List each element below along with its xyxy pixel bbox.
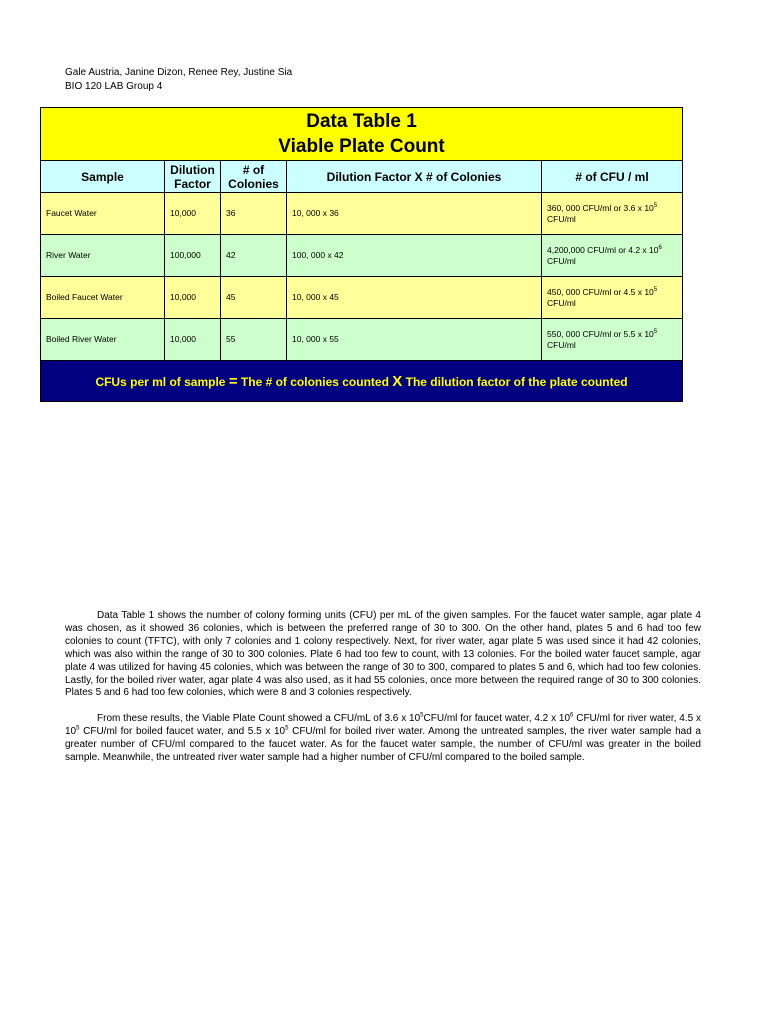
course-group: BIO 120 LAB Group 4 — [65, 80, 163, 92]
table-header-row — [41, 161, 683, 193]
table-row — [41, 193, 683, 235]
cell-cfu: 360, 000 CFU/ml or 3.6 x $10^5$ CFU/ml — [542, 193, 683, 235]
cell-sample: Faucet Water — [41, 193, 165, 235]
cell-cfu: 450, 000 CFU/ml or 4.5 x $10^5$ CFU/ml — [542, 277, 683, 319]
authors: Gale Austria, Janine Dizon, Renee Rey, Justine Sia — [65, 67, 293, 78]
cell-calc: 10, 000 x 55 — [287, 319, 542, 361]
cell-dilution: 100,000 — [165, 235, 221, 277]
cell-cfu: 550, 000 CFU/ml or 5.5 x $10^5$ CFU/ml — [542, 319, 683, 361]
col-header-dilution-line1: Dilution — [170, 162, 215, 177]
cell-calc: 100, 000 x 42 — [287, 235, 542, 277]
col-header-dilution-line2: Factor — [174, 176, 211, 191]
document-header — [65, 66, 292, 93]
cell-calc: 10, 000 x 36 — [287, 193, 542, 235]
cell-cfu: 4,200,000 CFU/ml or 4.2 x $10^6$ CFU/ml — [542, 235, 683, 277]
col-header-colonies-line1: # of — [242, 162, 265, 177]
cell-colonies: 42 — [221, 235, 287, 277]
paragraph-1: Data Table 1 shows the number of colony forming units (CFU) per mL of the given samples. For the faucet water sample, agar plate 4 was chosen, as it showed 36 colonies, which is between the preferred range of 30 to 300. On the other hand, plates 5 and 6 had too few colonies to count (TFTC), with only 7 colonies and 1 colony respectively. Next, for river water, agar plate 5 was used since it had 42 colonies, which was also within the range of 30 to 300 colonies. Plate 6 had too few to count, with 13 colonies. For the boiled water faucet sample, agar plate 4 was utilized for having 45 colonies, which was between the range of 30 to 300, compared to plates 5 and 6, which had too few colonies. Lastly, for the boiled river water, agar plate 4 was also used, as it had 55 colonies, once more between the required range of 30 to 300 colonies. Plates 5 and 6 had too few colonies, which were 8 and 3 colonies respectively. — [65, 610, 701, 699]
col-header-colonies — [221, 161, 287, 193]
table-row — [41, 277, 683, 319]
table-formula-footer: CFUs per ml of sample = The # of colonies counted X The dilution factor of the plate counted — [41, 361, 683, 402]
col-header-sample: Sample — [41, 161, 165, 193]
table-title-line1: Data Table 1 — [306, 111, 417, 132]
col-header-colonies-line2: Colonies — [228, 176, 279, 191]
table-title-line2: Viable Plate Count — [278, 136, 445, 157]
table-row — [41, 319, 683, 361]
cell-sample: Boiled Faucet Water — [41, 277, 165, 319]
col-header-dilution-x-colonies: Dilution Factor X # of Colonies — [287, 161, 542, 193]
cell-dilution: 10,000 — [165, 319, 221, 361]
viable-plate-count-table — [40, 107, 683, 402]
cell-calc: 10, 000 x 45 — [287, 277, 542, 319]
discussion-text — [65, 610, 701, 778]
table-title — [41, 108, 683, 161]
cell-colonies: 36 — [221, 193, 287, 235]
table-row — [41, 235, 683, 277]
col-header-cfu: # of CFU / ml — [542, 161, 683, 193]
cell-colonies: 45 — [221, 277, 287, 319]
cell-sample: Boiled River Water — [41, 319, 165, 361]
cell-dilution: 10,000 — [165, 277, 221, 319]
col-header-dilution — [165, 161, 221, 193]
cell-dilution: 10,000 — [165, 193, 221, 235]
cell-colonies: 55 — [221, 319, 287, 361]
paragraph-2: From these results, the Viable Plate Count showed a CFU/mL of 3.6 x $10^5CFU/ml$ for faucet water, 4.2 x $10^6$ CFU/ml for river water, 4.5 x $10^5$ CFU/ml for boiled faucet water, and 5.5 x $10^5$ CFU/ml for boiled river water. Among the untreated samples, the river water sample had a greater number of CFU/ml compared to the faucet water. As for the faucet water sample, the number of CFU/ml was greater in the boiled sample. Meanwhile, the untreated river water sample had a higher number of CFU/ml compared to the boiled sample. — [65, 713, 701, 764]
cell-sample: River Water — [41, 235, 165, 277]
